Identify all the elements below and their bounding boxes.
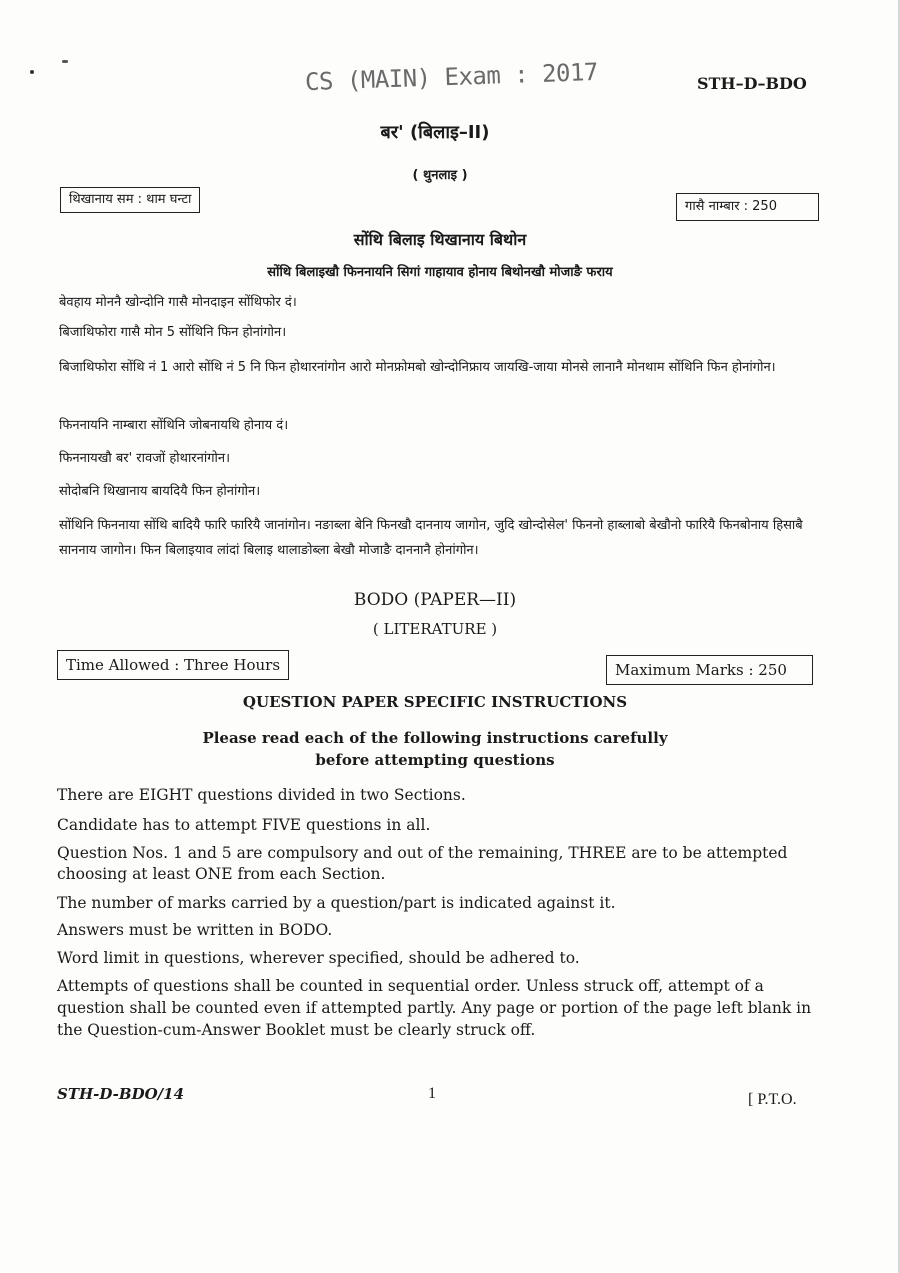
instruction-item: Attempts of questions shall be counted in sequential order. Unless struck off, attempt of a question shall be counted even if attempted partly. Any page or portion of the page left blank in the Question-cum-Answer Booklet must be clearly struck off. <box>57 977 812 1039</box>
instructions-heading: QUESTION PAPER SPECIFIC INSTRUCTIONS <box>242 693 628 711</box>
bodo-instruction: फिननायखौ बर' रावजों होथारनांगोन। <box>59 451 231 466</box>
bodo-instruction: बिजाथिफोरा गासै मोन 5 सोंथिनि फिन होनांगोन। <box>59 325 287 340</box>
bodo-instruction: सोंथिनि फिननाया सोंथि बादियै फारि फारियै जानांगोन। नङाब्ला बेनि फिनखौ दाननाय जागोन, जुदि खोन्दोसेल' फिननो हाब्लाबो बेखौनो फारियै फिनबोनाय हिसाबै साननाय जागोन। फिन बिलाइयाव लांदां बिलाइ थालाङोब्ला बेखौ मोजाङै दाननानै होनांगोन। <box>59 518 803 558</box>
maximum-marks-box <box>606 655 813 685</box>
instruction-item: Answers must be written in BODO. <box>57 921 333 939</box>
footer-code: STH-D-BDO/14 <box>57 1085 185 1103</box>
bodo-instruction: बेवहाय मोननै खोन्दोनि गासै मोनदाइन सोंथिफोर दं। <box>59 295 297 310</box>
bodo-paper-title: बर' (बिलाइ–II) <box>380 122 490 143</box>
instruction-item: Candidate has to attempt FIVE questions in all. <box>57 816 431 834</box>
maximum-marks-label: Maximum Marks : 250 <box>615 661 787 679</box>
bodo-time-label: थिखानाय सम : थाम घन्टा <box>69 192 192 207</box>
ink-mark <box>62 60 68 63</box>
page-number: 1 <box>428 1085 436 1102</box>
instruction-item: The number of marks carried by a question/part is indicated against it. <box>57 894 616 912</box>
english-paper-title: BODO (PAPER—II) <box>353 590 517 610</box>
time-allowed-box <box>57 650 289 680</box>
instructions-subheading-2: before attempting questions <box>315 751 555 769</box>
pto-label: [ P.T.O. <box>748 1091 797 1108</box>
instruction-item: There are EIGHT questions divided in two Sections. <box>57 786 466 804</box>
bodo-instruction: फिननायनि नाम्बारा सोंथिनि जोबनायथि होनाय दं। <box>59 418 289 433</box>
paper-code: STH–D–BDO <box>697 74 807 93</box>
instruction-item: Question Nos. 1 and 5 are compulsory and out of the remaining, THREE are to be attempted choosing at least ONE from each Section. <box>57 844 788 883</box>
bodo-marks-box <box>676 193 819 221</box>
bodo-instruction: सोदोबनि थिखानाय बायदियै फिन होनांगोन। <box>59 484 261 499</box>
instruction-item: Word limit in questions, wherever specified, should be adhered to. <box>57 949 580 967</box>
ink-mark <box>30 70 34 74</box>
english-paper-subtitle: ( LITERATURE ) <box>372 620 498 638</box>
bodo-marks-label: गासै नाम्बार : 250 <box>685 199 777 214</box>
exam-stamp: CS (MAIN) Exam : 2017 <box>304 57 599 97</box>
time-allowed-label: Time Allowed : Three Hours <box>66 656 281 674</box>
bodo-instructions-subheading: सोंथि बिलाइखौ फिननायनि सिगां गाहायाव होनाय बिथोनखौ मोजाङै फराय <box>267 265 613 280</box>
bodo-paper-subtitle: ( थुनलाइ ) <box>412 168 468 183</box>
bodo-time-box <box>60 187 200 213</box>
bodo-instructions-heading: सोंथि बिलाइ थिखानाय बिथोन <box>353 230 527 249</box>
bodo-instruction: बिजाथिफोरा सोंथि नं 1 आरो सोंथि नं 5 नि फिन होथारनांगोन आरो मोनफ्रोमबो खोन्दोनिफ्राय जायखि-जाया मोनसे लानानै मोनथाम सोंथिनि फिन होनांगोन। <box>59 360 776 375</box>
instructions-subheading-1: Please read each of the following instructions carefully <box>202 729 668 747</box>
